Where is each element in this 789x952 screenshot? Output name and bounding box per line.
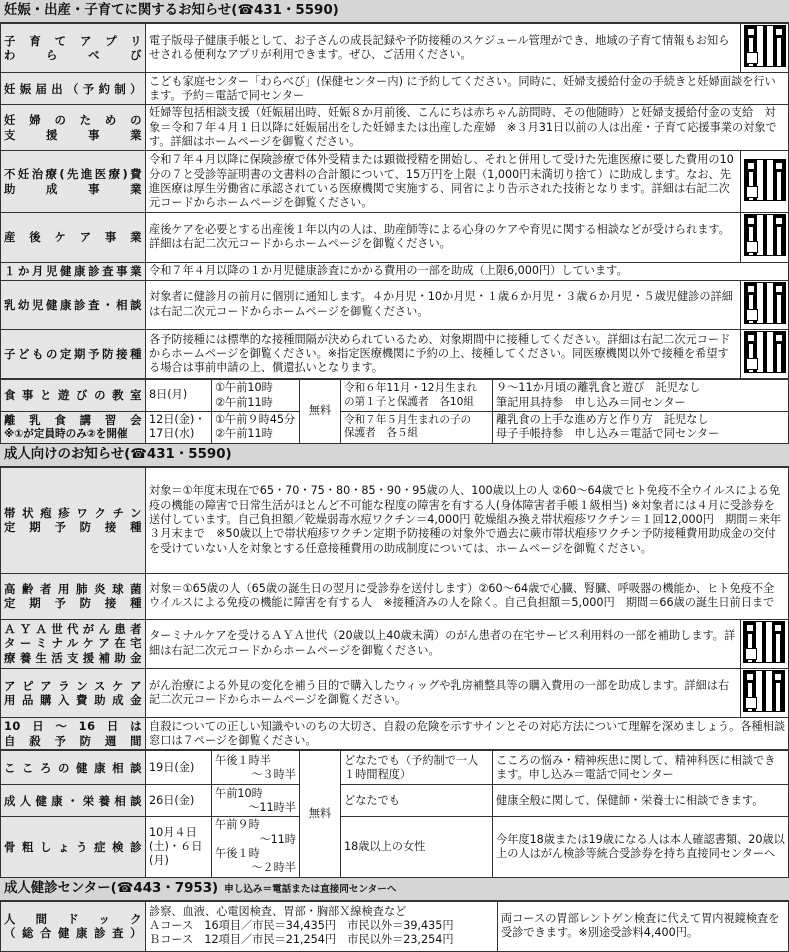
section-header-adult: 成人向けのお知らせ(☎431・5590) <box>0 444 789 467</box>
row-text: 電子版母子健康手帳として、お子さんの成長記録や予防接種のスケジュール管理ができ、地域の子育て情報もお知らせされる便利なアプリが利用できます。ぜひ、ご活用ください。 <box>146 24 741 73</box>
section-header-maternity: 妊娠・出産・子育てに関するお知らせ(☎431・5590) <box>0 0 789 23</box>
table-row <box>1 467 789 573</box>
classes-table <box>0 379 789 443</box>
note-cell: 両コースの胃部レントゲン検査に代えて胃内視鏡検査を受診できます。※別途受診料4,400円。 <box>498 901 789 951</box>
note-cell: 健康全般に関して、保健師・栄養士に相談できます。 <box>493 785 789 817</box>
row-label: 不妊治療(先進医療)費 助成事業 <box>1 151 146 213</box>
table-row <box>1 411 789 443</box>
row-label: 妊婦のための 支援事業 <box>1 105 146 151</box>
consult-table <box>0 750 789 877</box>
row-text: 対象＝①年度末現在で65・70・75・80・85・90・95歳の人、100歳以上の人 ②60～64歳でヒト免疫不全ウイルスによる免疫の機能の障害で日常生活がほとんど不可能な程度の障害を有する人(身体障害者手帳１級相当) ※対象者には４月に受診券を送付しています。自己負担額／乾燥弱毒水痘ワクチン＝4,000円 乾燥組み換え帯状疱疹ワクチン＝１回12,000円 期間＝来年３月末まで ※50歳以上で帯状疱疹ワクチン定期予防接種の対象外で過去に蕨市帯状疱疹ワクチン予防接種費用助成金の交付を受けていない人を対象とする任意接種費用の助成制度については、ホームページを御覧ください。 <box>146 467 789 573</box>
row-text: 対象＝①65歳の人（65歳の誕生日の翌月に受診券を送付します）②60～64歳で心臓、腎臓、呼吸器の機能か、ヒト免疫不全ウイルスによる免疫の機能に障害を有する人 ※接種済みの人を除く。自己負担額＝5,000円 期間＝66歳の誕生日前日まで <box>146 573 789 619</box>
table-row <box>1 718 789 750</box>
qr-code[interactable] <box>741 24 789 73</box>
qr-code[interactable] <box>740 668 788 717</box>
row-text: 各予防接種には標準的な接種間隔が決められているため、対象期間中に接種してください。詳細は右記二次元コードからホームページを御覧ください。※指定医療機関に予約の上、接種してください。同医療機関以外で接種を希望する場合は事前申請の上、償還払いとなります。 <box>146 329 741 378</box>
phone-number: 431・5590 <box>146 446 226 462</box>
row-label: 妊娠届出（予約制） <box>1 73 146 105</box>
row-label: ＡＹＡ世代がん患者 ターミナルケア在宅 療養生活支援補助金 <box>1 619 146 668</box>
dock-table <box>0 901 789 952</box>
table-row <box>1 213 789 262</box>
table-row <box>1 785 789 817</box>
row-label: 子育てアプリ わらべび <box>1 24 146 73</box>
row-label: １か月児健康診査事業 <box>1 262 146 280</box>
target-cell: どなたでも <box>341 785 493 817</box>
table-row <box>1 73 789 105</box>
section-title: 成人向けのお知らせ( <box>4 446 131 462</box>
time-cell: 午後１時半 ～３時半 <box>212 751 300 785</box>
note-cell: こころの悩み・精神疾患に関して、精神科医に相談できます。申し込み＝電話で同センター <box>493 751 789 785</box>
section-title: 妊娠・出産・子育てに関するお知らせ( <box>4 3 238 18</box>
section-header-checkup-center: 成人健診センター(☎443・7953) 申し込み＝電話または直接同センターへ <box>0 878 789 901</box>
row-label: こころの健康相談 <box>1 751 146 785</box>
table-row <box>1 262 789 280</box>
date-cell: 26日(金) <box>146 785 212 817</box>
adult-table <box>0 467 789 751</box>
time-cell: 午前９時 ～11時 午後１時 ～２時半 <box>212 817 300 877</box>
qr-code[interactable] <box>741 280 789 329</box>
date-cell: 19日(金) <box>146 751 212 785</box>
phone-icon: ☎ <box>130 446 147 462</box>
row-label: 食事と遊びの教室 <box>1 380 146 412</box>
row-label: 乳幼児健康診査・相談 <box>1 280 146 329</box>
table-row <box>1 573 789 619</box>
row-label: 子どもの定期予防接種 <box>1 329 146 378</box>
row-text: ターミナルケアを受けるＡＹＡ世代（20歳以上40歳未満）のがん患者の在宅サービス利用料の一部を補助します。詳細は右記二次元コードからホームページを御覧ください。 <box>146 619 741 668</box>
table-row <box>1 24 789 73</box>
row-label: 帯状疱疹ワクチン 定期予防接種 <box>1 467 146 573</box>
table-row <box>1 151 789 213</box>
table-row <box>1 901 789 951</box>
target-cell: 令和６年11月・12月生まれ の第１子と保護者 各10組 <box>341 380 493 412</box>
table-row <box>1 619 789 668</box>
target-cell: どなたでも（予約制で一人１時間程度） <box>341 751 493 785</box>
time-cell: ①午前10時 ②午前11時 <box>212 380 300 412</box>
fee-cell: 無料 <box>300 751 341 877</box>
date-cell: 12日(金)・ 17日(水) <box>146 411 212 443</box>
qr-code[interactable] <box>740 619 788 668</box>
row-label: 人間ドック （総合健康診査） <box>1 901 146 951</box>
row-label: アピアランスケア 用品購入費助成金 <box>1 668 146 717</box>
row-text: 産後ケアを必要とする出産後１年以内の人は、助産師等による心身のケアや育児に関する相談などが受けられます。詳細は右記二次元コードからホームページを御覧ください。 <box>146 213 741 262</box>
table-row <box>1 751 789 785</box>
note-cell: ９～11か月頃の離乳食と遊び 託児なし 筆記用具持参 申し込み＝同センター <box>493 380 789 412</box>
row-label: 高齢者用肺炎球菌 定期予防接種 <box>1 573 146 619</box>
row-label: 成人健康・栄養相談 <box>1 785 146 817</box>
section-title: 成人健診センター( <box>4 880 117 896</box>
row-text: 妊婦等包括相談支援（妊娠届出時、妊娠８か月前後、こんにちは赤ちゃん訪問時、その他随時）と妊婦支援給付金の支給 対象＝令和７年４月１日以降に妊娠届出をした妊婦または出産した産婦 ※３月31日以前の人は出産・子育て応援事業の対象です。詳細はホームページを御覧ください。 <box>146 105 789 151</box>
qr-code[interactable] <box>741 329 789 378</box>
row-text: 令和７年４月以降の１か月児健康診査にかかる費用の一部を助成（上限6,000円）しています。 <box>146 262 789 280</box>
time-cell: ①午前９時45分 ②午前11時 <box>212 411 300 443</box>
maternity-table <box>0 23 789 379</box>
row-label: 産後ケア事業 <box>1 213 146 262</box>
row-text: 自殺についての正しい知識やいのちの大切さ、自殺の危険を示すサインとその対応方法について理解を深めましょう。各種相談窓口は７ページを御覧ください。 <box>146 718 789 750</box>
table-row <box>1 817 789 877</box>
table-row <box>1 105 789 151</box>
qr-code[interactable] <box>741 151 789 213</box>
table-row <box>1 380 789 412</box>
row-text: がん治療による外見の変化を補う目的で購入したウィッグや乳房補整具等の購入費用の一部を助成します。詳細は右記二次元コードからホームページを御覧ください。 <box>146 668 741 717</box>
time-cell: 午前10時 ～11時半 <box>212 785 300 817</box>
date-cell: 10月４日 (土)・６日 (月) <box>146 817 212 877</box>
application-note: 申し込み＝電話または直接同センターへ <box>224 883 397 895</box>
date-cell: 8日(月) <box>146 380 212 412</box>
note-cell: 離乳食の上手な進め方と作り方 託児なし 母子手帳持参 申し込み＝電話で同センター <box>493 411 789 443</box>
row-text: 対象者に健診月の前月に個別に通知します。４か月児・10か月児・１歳６か月児・３歳６か月児・５歳児健診の詳細は右記二次元コードからホームページを御覧ください。 <box>146 280 741 329</box>
qr-code[interactable] <box>741 213 789 262</box>
row-text: こども家庭センター「わらべび」(保健センター内) に予約してください。同時に、妊婦支援給付金の手続きと妊婦面談を行います。予約＝電話で同センター <box>146 73 789 105</box>
fee-cell: 無料 <box>300 380 341 443</box>
row-label: 離乳食講習会 ※①が定員時のみ②を開催 <box>1 411 146 443</box>
course-cell: 診察、血液、心電図検査、胃部・胸部Ｘ線検査など Ａコース 16項目／市民＝34,435円 市民以外＝39,435円 Ｂコース 12項目／市民＝21,254円 市民以外＝23,254円 <box>146 901 498 951</box>
phone-number: 443・7953 <box>133 880 213 896</box>
table-row <box>1 329 789 378</box>
phone-number: 431・5590 <box>254 3 333 18</box>
row-label: 10日～16日は 自殺予防週間 <box>1 718 146 750</box>
row-text: 令和７年４月以降に保険診療で体外受精または顕微授精を開始し、それと併用して受けた先進医療に要した費用の10分の７と受診等証明書の文書料の合計額について、15万円を上限（1,000円未満切り捨て）に助成します。なお、先進医療は厚生労働省に承認されている医療機関で実施する、同省により告示された技術となります。詳細は右記二次元コードからホームページを御覧ください。 <box>146 151 741 213</box>
phone-icon: ☎ <box>237 3 255 18</box>
target-cell: 18歳以上の女性 <box>341 817 493 877</box>
table-row <box>1 280 789 329</box>
table-row <box>1 668 789 717</box>
target-cell: 令和７年５月生まれの子の 保護者 各５組 <box>341 411 493 443</box>
row-label: 骨粗しょう症検診 <box>1 817 146 877</box>
phone-icon: ☎ <box>116 880 134 896</box>
note-cell: 今年度18歳または19歳になる人は本人確認書類、20歳以上の人はがん検診等統合受診券を持ち直接同センターへ <box>493 817 789 877</box>
